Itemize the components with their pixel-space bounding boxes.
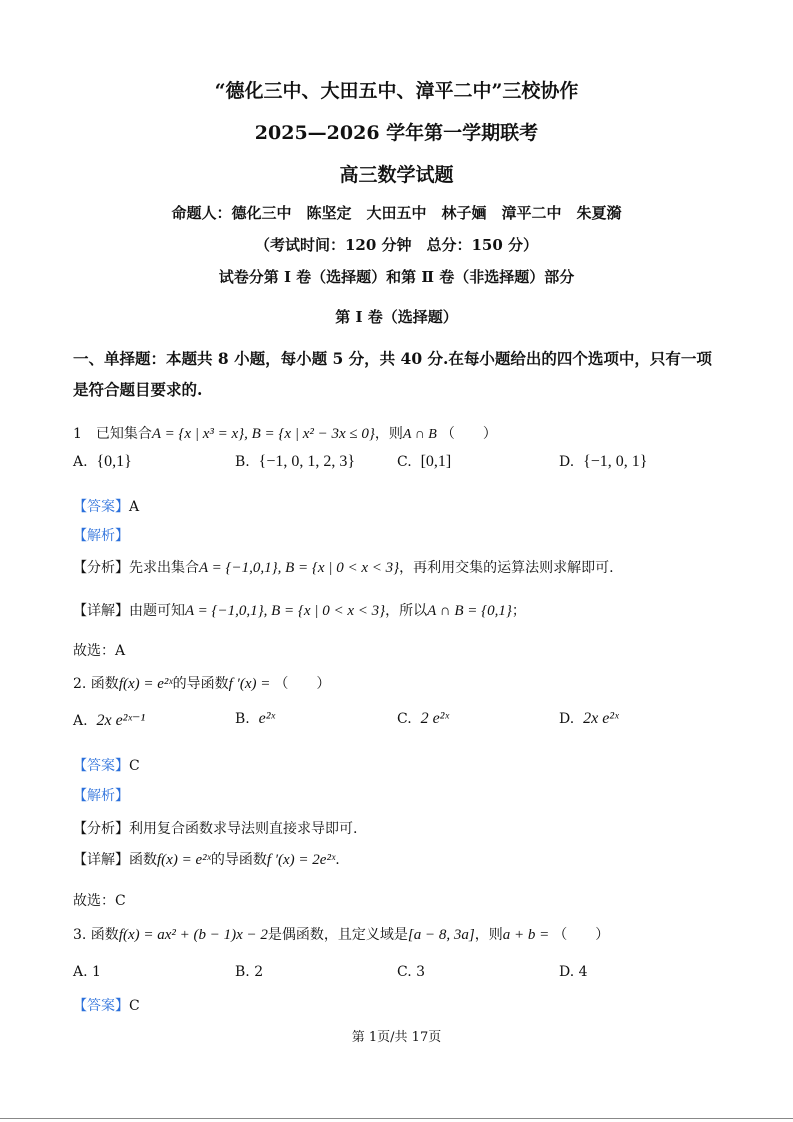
question-3-math2: [a − 8, 3a] [407,927,475,943]
q1-fenxi-math: A = {−1,0,1}, B = {x | 0 < x < 3} [199,560,400,576]
q2-xiangjie-math: f(x) = e²ˣ [157,852,211,868]
question-2-math2: f ′(x) = [228,676,271,692]
q1-option-c-label: C. [397,454,412,470]
q2-option-c [397,710,449,728]
q1-option-d-value: {−1, 0, 1} [583,453,648,470]
q3-option-c [397,964,425,980]
question-3-math3: a + b = [502,927,550,943]
q3-answer [73,995,140,1015]
q2-option-b [235,710,275,728]
q1-option-d [559,453,647,471]
section-title: 第 Ⅰ 卷（选择题） [335,308,458,326]
q1-answer [73,496,139,516]
page-bottom-divider [0,1118,793,1119]
q1-option-b [235,453,355,471]
question-2-math: f(x) = e²ˣ [118,676,173,692]
q1-xiangjie-b: ，所以 [385,603,428,619]
q1-answer-tag: 【答案】 [73,499,129,515]
q2-xiangjie-b: 的导函数 [210,852,267,868]
question-1-suffix: ，则 [374,426,403,442]
question-3-prefix: 3. 函数 [73,927,119,943]
exam-authors: 命题人：德化三中 陈坚定 大田五中 林子婳 漳平二中 朱夏漪 [171,204,622,222]
page-footer: 第 1页/共 17页 [351,1030,442,1045]
question-3-math: f(x) = ax² + (b − 1)x − 2 [118,927,268,943]
q2-xiangjie-math2: f ′(x) = 2e²ˣ [266,852,336,868]
q2-option-d-value: 2x e²ˣ [583,710,619,727]
q2-xiangjie-c: . [335,852,340,868]
q3-option-d [559,964,588,980]
q3-option-a [73,964,101,980]
exam-time: （考试时间：120 分钟 总分：150 分） [254,236,539,254]
q1-xiangjie-c: ； [511,603,526,619]
q3-answer-value: C [129,998,140,1014]
q3-option-b-value: 2 [254,964,264,980]
q2-answer-tag: 【答案】 [73,758,129,774]
q1-fenxi [73,557,614,577]
q2-xiangjie-tag: 【详解】 [73,852,129,868]
q1-option-b-label: B. [235,454,250,470]
q1-fenxi-b: ，再利用交集的运算法则求解即可. [399,560,614,576]
exam-title-line2: 2025—2026 学年第一学期联考 [254,122,539,144]
question-3-mid2: ，则 [474,927,503,943]
q3-option-a-value: 1 [92,964,101,980]
question-3-stem [73,924,609,944]
q2-choose: 故选：C [73,893,126,909]
q1-answer-value: A [129,499,140,515]
exam-title-line3: 高三数学试题 [339,164,454,186]
section-instruction-line1: 一、单择题：本题共 8 小题，每小题 5 分，共 40 分.在每小题给出的四个选项中，只有一项 [73,349,712,368]
q1-option-a-label: A. [73,454,88,470]
q1-option-c [397,453,451,471]
q3-option-d-value: 4 [578,964,588,980]
q1-xiangjie-math: A = {−1,0,1}, B = {x | 0 < x < 3} [185,603,386,619]
q2-answer [73,755,140,775]
q3-option-d-label: D. [559,964,575,980]
q1-xiangjie-a: 由题可知 [129,603,185,619]
question-2-prefix: 2. 函数 [73,676,119,692]
q3-option-c-value: 3 [416,964,426,980]
question-2-paren: （ ） [274,676,331,692]
exam-parts: 试卷分第 Ⅰ 卷（选择题）和第 Ⅱ 卷（非选择题）部分 [218,268,575,286]
q2-analysis-tag: 【解析】 [73,788,129,804]
q3-answer-tag: 【答案】 [73,998,129,1014]
q1-choose: 故选：A [73,643,126,659]
question-1-math: A = {x | x³ = x}, B = {x | x² − 3x ≤ 0} [151,426,375,442]
q2-fenxi-tag: 【分析】 [73,821,129,837]
q1-analysis-tag: 【解析】 [73,528,129,544]
question-2-mid: 的导函数 [172,676,229,692]
q1-option-c-value: [0,1] [420,453,452,470]
question-1-stem [73,423,497,443]
q2-option-d-label: D. [559,711,575,727]
question-1-paren: （ ） [440,426,497,442]
q2-option-a-label: A. [73,713,88,729]
q2-answer-value: C [129,758,140,774]
q2-option-b-value: e²ˣ [258,710,276,727]
q3-option-c-label: C. [397,964,412,980]
q2-option-b-label: B. [235,711,250,727]
q1-option-a-value: {0,1} [96,453,132,470]
question-1-prefix: 1 已知集合 [73,426,152,442]
question-2-stem [73,673,330,693]
q1-fenxi-a: 先求出集合 [129,560,199,576]
q2-fenxi-text: 利用复合函数求导法则直接求导即可. [129,821,358,837]
q1-fenxi-tag: 【分析】 [73,560,129,576]
q1-xiangjie [73,600,526,620]
q1-xiangjie-math2: A ∩ B = {0,1} [427,603,512,619]
q1-option-b-value: {−1, 0, 1, 2, 3} [258,453,356,470]
question-3-paren: （ ） [553,927,610,943]
q3-option-a-label: A. [73,964,88,980]
q1-xiangjie-tag: 【详解】 [73,603,129,619]
q2-option-d [559,710,619,728]
q2-fenxi [73,818,357,838]
q3-option-b [235,964,263,980]
q1-option-d-label: D. [559,454,575,470]
exam-title-line1: “德化三中、大田五中、漳平二中”三校协作 [214,80,579,102]
q2-option-a [73,710,145,730]
section-instruction-line2: 是符合题目要求的. [73,380,203,399]
q2-option-c-value: 2 e²ˣ [420,710,449,727]
q2-option-c-label: C. [397,711,412,727]
q2-xiangjie-a: 函数 [129,852,157,868]
q3-option-b-label: B. [235,964,250,980]
q2-option-a-value: 2x e²ˣ⁻¹ [96,712,146,729]
question-3-mid: 是偶函数，且定义域是 [267,927,408,943]
q2-xiangjie [73,849,340,869]
q1-option-a [73,453,132,471]
question-1-math2: A ∩ B [402,427,437,442]
